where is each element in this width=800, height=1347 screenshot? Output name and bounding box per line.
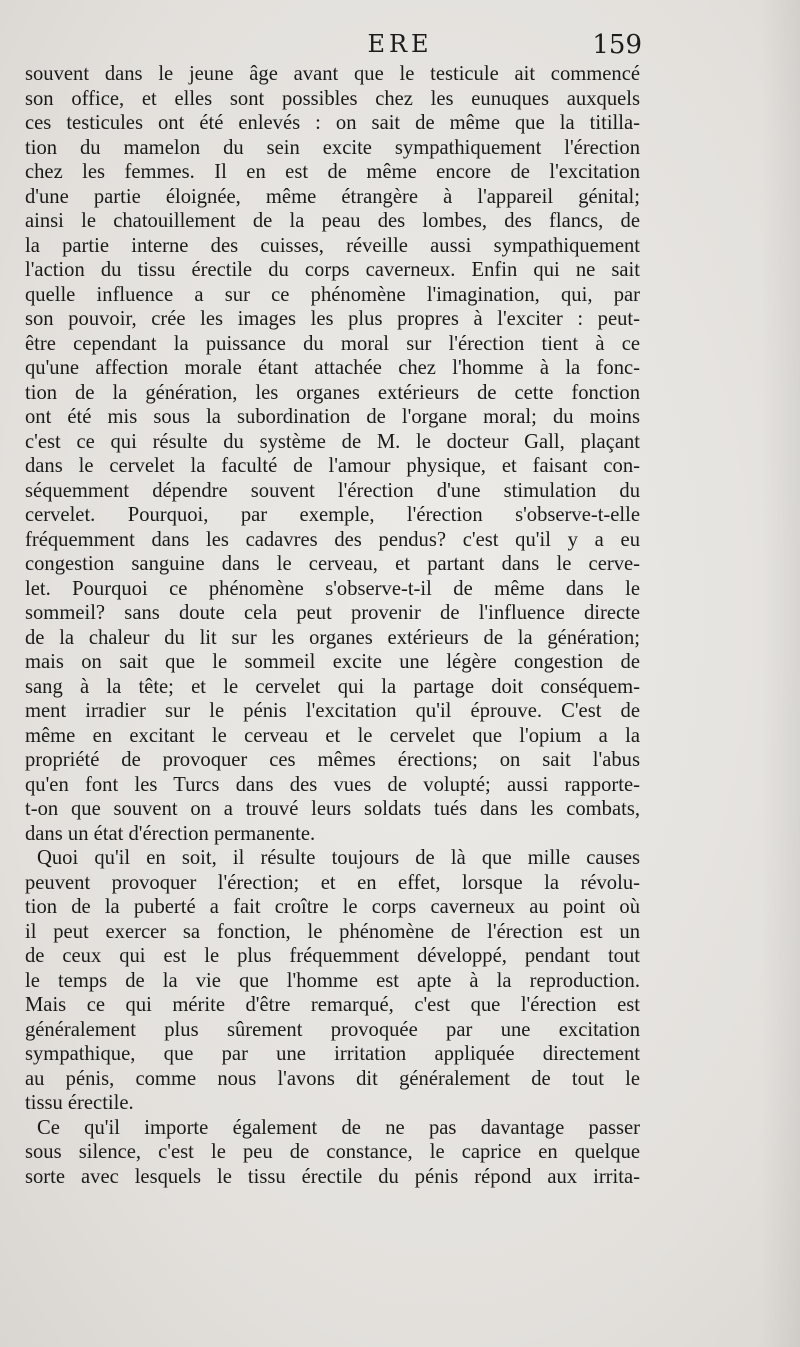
text-line: être cependant la puissance du moral sur l'érection tient à ce bbox=[25, 332, 640, 355]
text-line: sorte avec lesquels le tissu érectile du pénis répond aux irrita- bbox=[25, 1165, 640, 1188]
paragraph-2 bbox=[25, 846, 640, 1116]
text-line: le temps de la vie que l'homme est apte à la reproduction. bbox=[25, 969, 640, 992]
text-line: la partie interne des cuisses, réveille aussi sympathiquement bbox=[25, 234, 640, 257]
text-line: Quoi qu'il en soit, il résulte toujours de là que mille causes bbox=[37, 847, 640, 869]
text-line: let. Pourquoi ce phénomène s'observe-t-il de même dans le bbox=[25, 577, 640, 600]
text-line: qu'en font les Turcs dans des vues de volupté; aussi rapporte- bbox=[25, 773, 640, 796]
text-line: son office, et elles sont possibles chez les eunuques auxquels bbox=[25, 87, 640, 110]
text-line: ainsi le chatouillement de la peau des lombes, des flancs, de bbox=[25, 210, 640, 232]
page-header bbox=[0, 28, 800, 62]
text-line: dans le cervelet la faculté de l'amour physique, et faisant con- bbox=[25, 455, 640, 477]
text-line: congestion sanguine dans le cerveau, et partant dans le cerve- bbox=[25, 553, 640, 575]
page-edge-shadow bbox=[760, 0, 800, 1347]
text-line: de ceux qui est le plus fréquemment développé, pendant tout bbox=[25, 945, 640, 967]
text-line: Ce qu'il importe également de ne pas davantage passer bbox=[37, 1116, 640, 1139]
text-line: sous silence, c'est le peu de constance, le caprice en quelque bbox=[25, 1141, 640, 1163]
paragraph-3 bbox=[25, 1116, 640, 1190]
text-line: sommeil? sans doute cela peut provenir de l'influence directe bbox=[25, 602, 640, 624]
text-line: généralement plus sûrement provoquée par une excitation bbox=[25, 1018, 640, 1041]
text-line: t-on que souvent on a trouvé leurs soldats tués dans les combats, bbox=[25, 798, 640, 820]
text-line: ment irradier sur le pénis l'excitation qu'il éprouve. C'est de bbox=[25, 700, 640, 722]
text-line: de la chaleur du lit sur les organes extérieurs de la génération; bbox=[25, 626, 640, 649]
text-line: ont été mis sous la subordination de l'organe moral; du moins bbox=[25, 406, 640, 428]
text-line: l'action du tissu érectile du corps caverneux. Enfin qui ne sait bbox=[25, 259, 640, 281]
text-line: tion de la puberté a fait croître le corps caverneux au point où bbox=[25, 896, 640, 918]
text-line: Mais ce qui mérite d'être remarqué, c'est que l'érection est bbox=[25, 994, 640, 1016]
text-line: qu'une affection morale étant attachée chez l'homme à la fonc- bbox=[25, 357, 640, 379]
text-line: au pénis, comme nous l'avons dit généralement de tout le bbox=[25, 1067, 640, 1090]
text-line: mais on sait que le sommeil excite une légère congestion de bbox=[25, 651, 640, 673]
text-line: sympathique, que par une irritation appliquée directement bbox=[25, 1043, 640, 1065]
body-text bbox=[25, 62, 640, 1189]
text-line: cervelet. Pourquoi, par exemple, l'érection s'observe-t-elle bbox=[25, 504, 640, 526]
paragraph-1 bbox=[25, 62, 640, 846]
text-line: tissu érectile. bbox=[25, 1092, 134, 1114]
text-line: il peut exercer sa fonction, le phénomène de l'érection est un bbox=[25, 920, 640, 943]
text-line: tion du mamelon du sein excite sympathiquement l'érection bbox=[25, 136, 640, 159]
text-line: fréquemment dans les cadavres des pendus? c'est qu'il y a eu bbox=[25, 528, 640, 551]
page-number: 159 bbox=[592, 30, 642, 60]
text-line: même en excitant le cerveau et le cervelet que l'opium a la bbox=[25, 724, 640, 747]
text-line: peuvent provoquer l'érection; et en effet, lorsque la révolu- bbox=[25, 871, 640, 894]
text-line: son pouvoir, crée les images les plus propres à l'exciter : peut- bbox=[25, 308, 640, 330]
running-head: ERE bbox=[367, 30, 433, 58]
text-line: quelle influence a sur ce phénomène l'imagination, qui, par bbox=[25, 283, 640, 306]
text-line: tion de la génération, les organes extérieurs de cette fonction bbox=[25, 381, 640, 404]
text-line: c'est ce qui résulte du système de M. le docteur Gall, plaçant bbox=[25, 430, 640, 453]
text-line: chez les femmes. Il en est de même encore de l'excitation bbox=[25, 161, 640, 183]
text-line: souvent dans le jeune âge avant que le testicule ait commencé bbox=[25, 63, 640, 85]
text-line: propriété de provoquer ces mêmes érections; on sait l'abus bbox=[25, 749, 640, 771]
text-line: sang à la tête; et le cervelet qui la partage doit conséquem- bbox=[25, 675, 640, 698]
text-line: ces testicules ont été enlevés : on sait de même que la titilla- bbox=[25, 112, 640, 134]
text-line: dans un état d'érection permanente. bbox=[25, 822, 316, 845]
text-line: séquemment dépendre souvent l'érection d'une stimulation du bbox=[25, 479, 640, 502]
text-line: d'une partie éloignée, même étrangère à l'appareil génital; bbox=[25, 185, 640, 208]
